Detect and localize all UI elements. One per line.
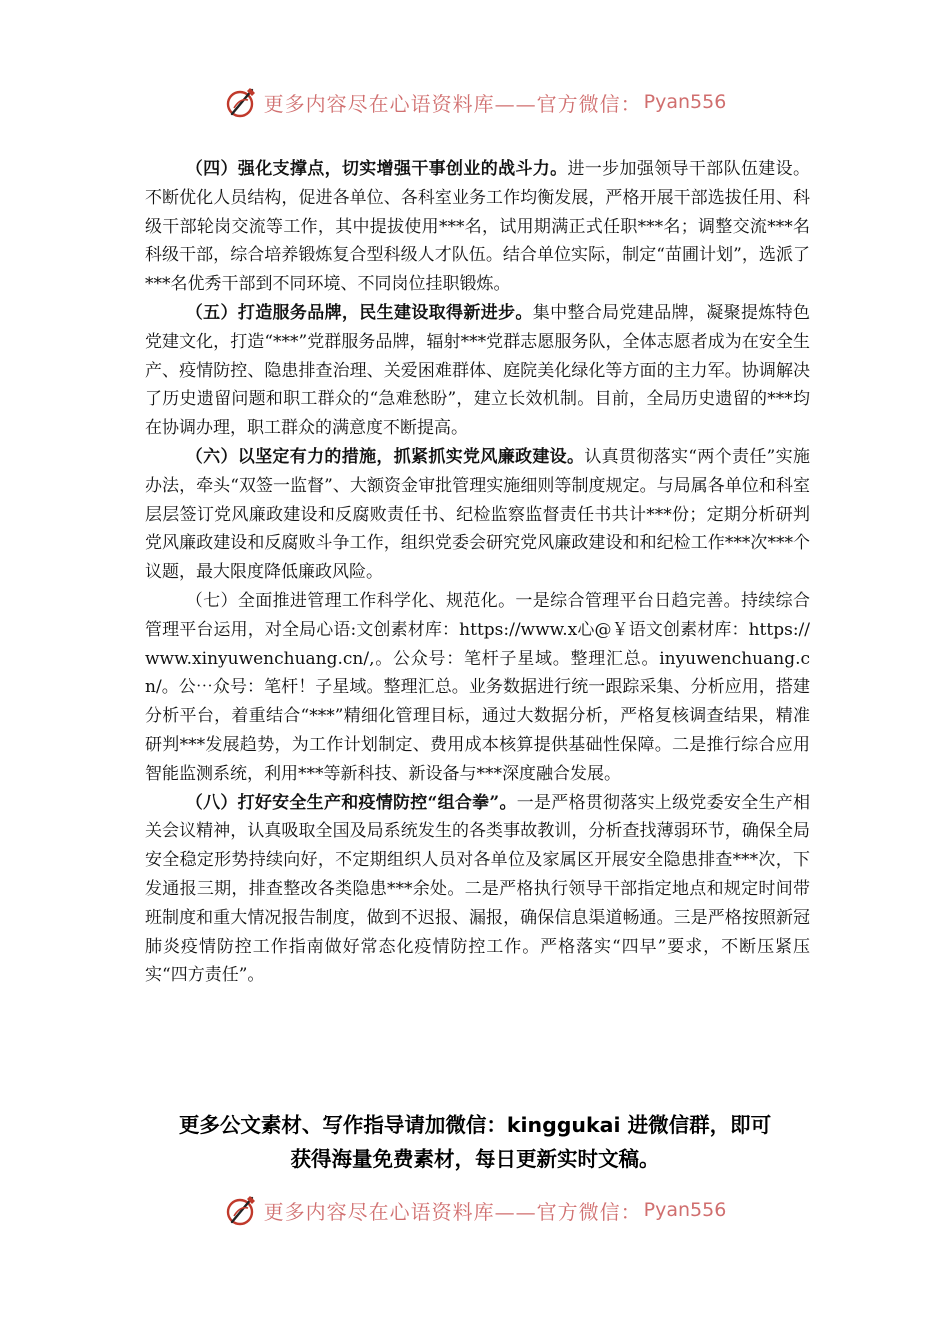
paragraph-heading: （六）以坚定有力的措施，抓紧抓实党风廉政建设。	[185, 446, 585, 467]
paragraph-heading: （八）打好安全生产和疫情防控“组合拳”。	[185, 792, 517, 813]
paragraph-text: 一是严格贯彻落实上级党委安全生产相关会议精神，认真吸取全国及局系统发生的各类事故教训，分析查找薄弱环节，确保全局安全稳定形势持续向好，不定期组织人员对各单位及家属区开展安全隐患排查***次，下发通报三期，排查整改各类隐患***余处。二是严格执行领导干部指定地点和规定时间带班制度和重大情况报告制度，做到不迟报、漏报，确保信息渠道畅通。三是严格按照新冠肺炎疫情防控工作指南做好常态化疫情防控工作。严格落实“四早”要求，不断压紧压实“四方责任”。	[145, 792, 811, 986]
paragraph-text: 认真贯彻落实“两个责任”实施办法，牵头“双签一监督”、大额资金审批管理实施细则等制度规定。与局属各单位和科室层层签订党风廉政建设和反腐败责任书、纪检监察监督责任书共计***份；定期分析研判党风廉政建设和反腐败斗争工作，组织党委会研究党风廉政建设和和纪检工作***次***个议题，最大限度降低廉政风险。	[145, 446, 810, 583]
paragraph-5	[145, 299, 810, 443]
paragraph-heading: （四）强化支撑点，切实增强干事创业的战斗力。	[185, 159, 568, 179]
banner-text: 更多内容尽在心语资料库——官方微信：	[263, 1199, 642, 1224]
promo-notice	[120, 1108, 830, 1176]
document-body	[145, 155, 810, 990]
header-banner	[0, 82, 950, 122]
banner-wechat-id: Pyan556	[643, 91, 727, 113]
paragraph-8	[145, 789, 810, 991]
banner-wechat-id: Pyan556	[643, 1199, 727, 1221]
paragraph-text: 集中整合局党建品牌，凝聚提炼特色党建文化，打造“***”党群服务品牌，辐射***党群志愿服务队，全体志愿者成为在安全生产、疫情防控、隐患排查治理、关爱困难群体、庭院美化绿化等方面的主力军。协调解决了历史遗留问题和职工群众的“急难愁盼”，建立长效机制。目前，全局历史遗留的***均在协调办理，职工群众的满意度不断提高。	[145, 302, 811, 439]
banner-text: 更多内容尽在心语资料库——官方微信：	[263, 91, 642, 116]
footer-banner	[0, 1190, 950, 1230]
paragraph-6	[145, 443, 810, 587]
promo-line-1: 更多公文素材、写作指导请加微信：kinggukai 进微信群，即可	[178, 1113, 772, 1137]
pen-logo-icon	[224, 84, 260, 120]
paragraph-text: 进一步加强领导干部队伍建设。不断优化人员结构，促进各单位、各科室业务工作均衡发展，严格开展干部选拔任用、科级干部轮岗交流等工作，其中提拔使用***名，试用期满正式任职***名；调整交流***名科级干部，综合培养锻炼复合型科级人才队伍。结合单位实际，制定“苗圃计划”，选派了***名优秀干部到不同环境、不同岗位挂职锻炼。	[145, 159, 811, 295]
pen-logo-icon	[224, 1192, 260, 1228]
paragraph-text: （七）全面推进管理工作科学化、规范化。一是综合管理平台日趋完善。持续综合管理平台运用，对全局心语:文创素材库：https://www.x心@￥语文创素材库：https://www.xinyuwenchuang.cn/,。公众号：笔杆子星域。整理汇总。inyuwenchuang.cn/。公⋯众号：笔杆！子星域。整理汇总。业务数据进行统一跟踪采集、分析应用，搭建分析平台，着重结合“***”精细化管理目标，通过大数据分析，严格复核调查结果，精准研判***发展趋势，为工作计划制定、费用成本核算提供基础性保障。二是推行综合应用智能监测系统，利用***等新科技、新设备与***深度融合发展。	[145, 590, 810, 784]
paragraph-heading: （五）打造服务品牌，民生建设取得新进步。	[185, 302, 533, 323]
paragraph-7	[145, 587, 810, 789]
promo-line-2: 获得海量免费素材，每日更新实时文稿。	[290, 1147, 660, 1171]
paragraph-4	[145, 155, 810, 299]
